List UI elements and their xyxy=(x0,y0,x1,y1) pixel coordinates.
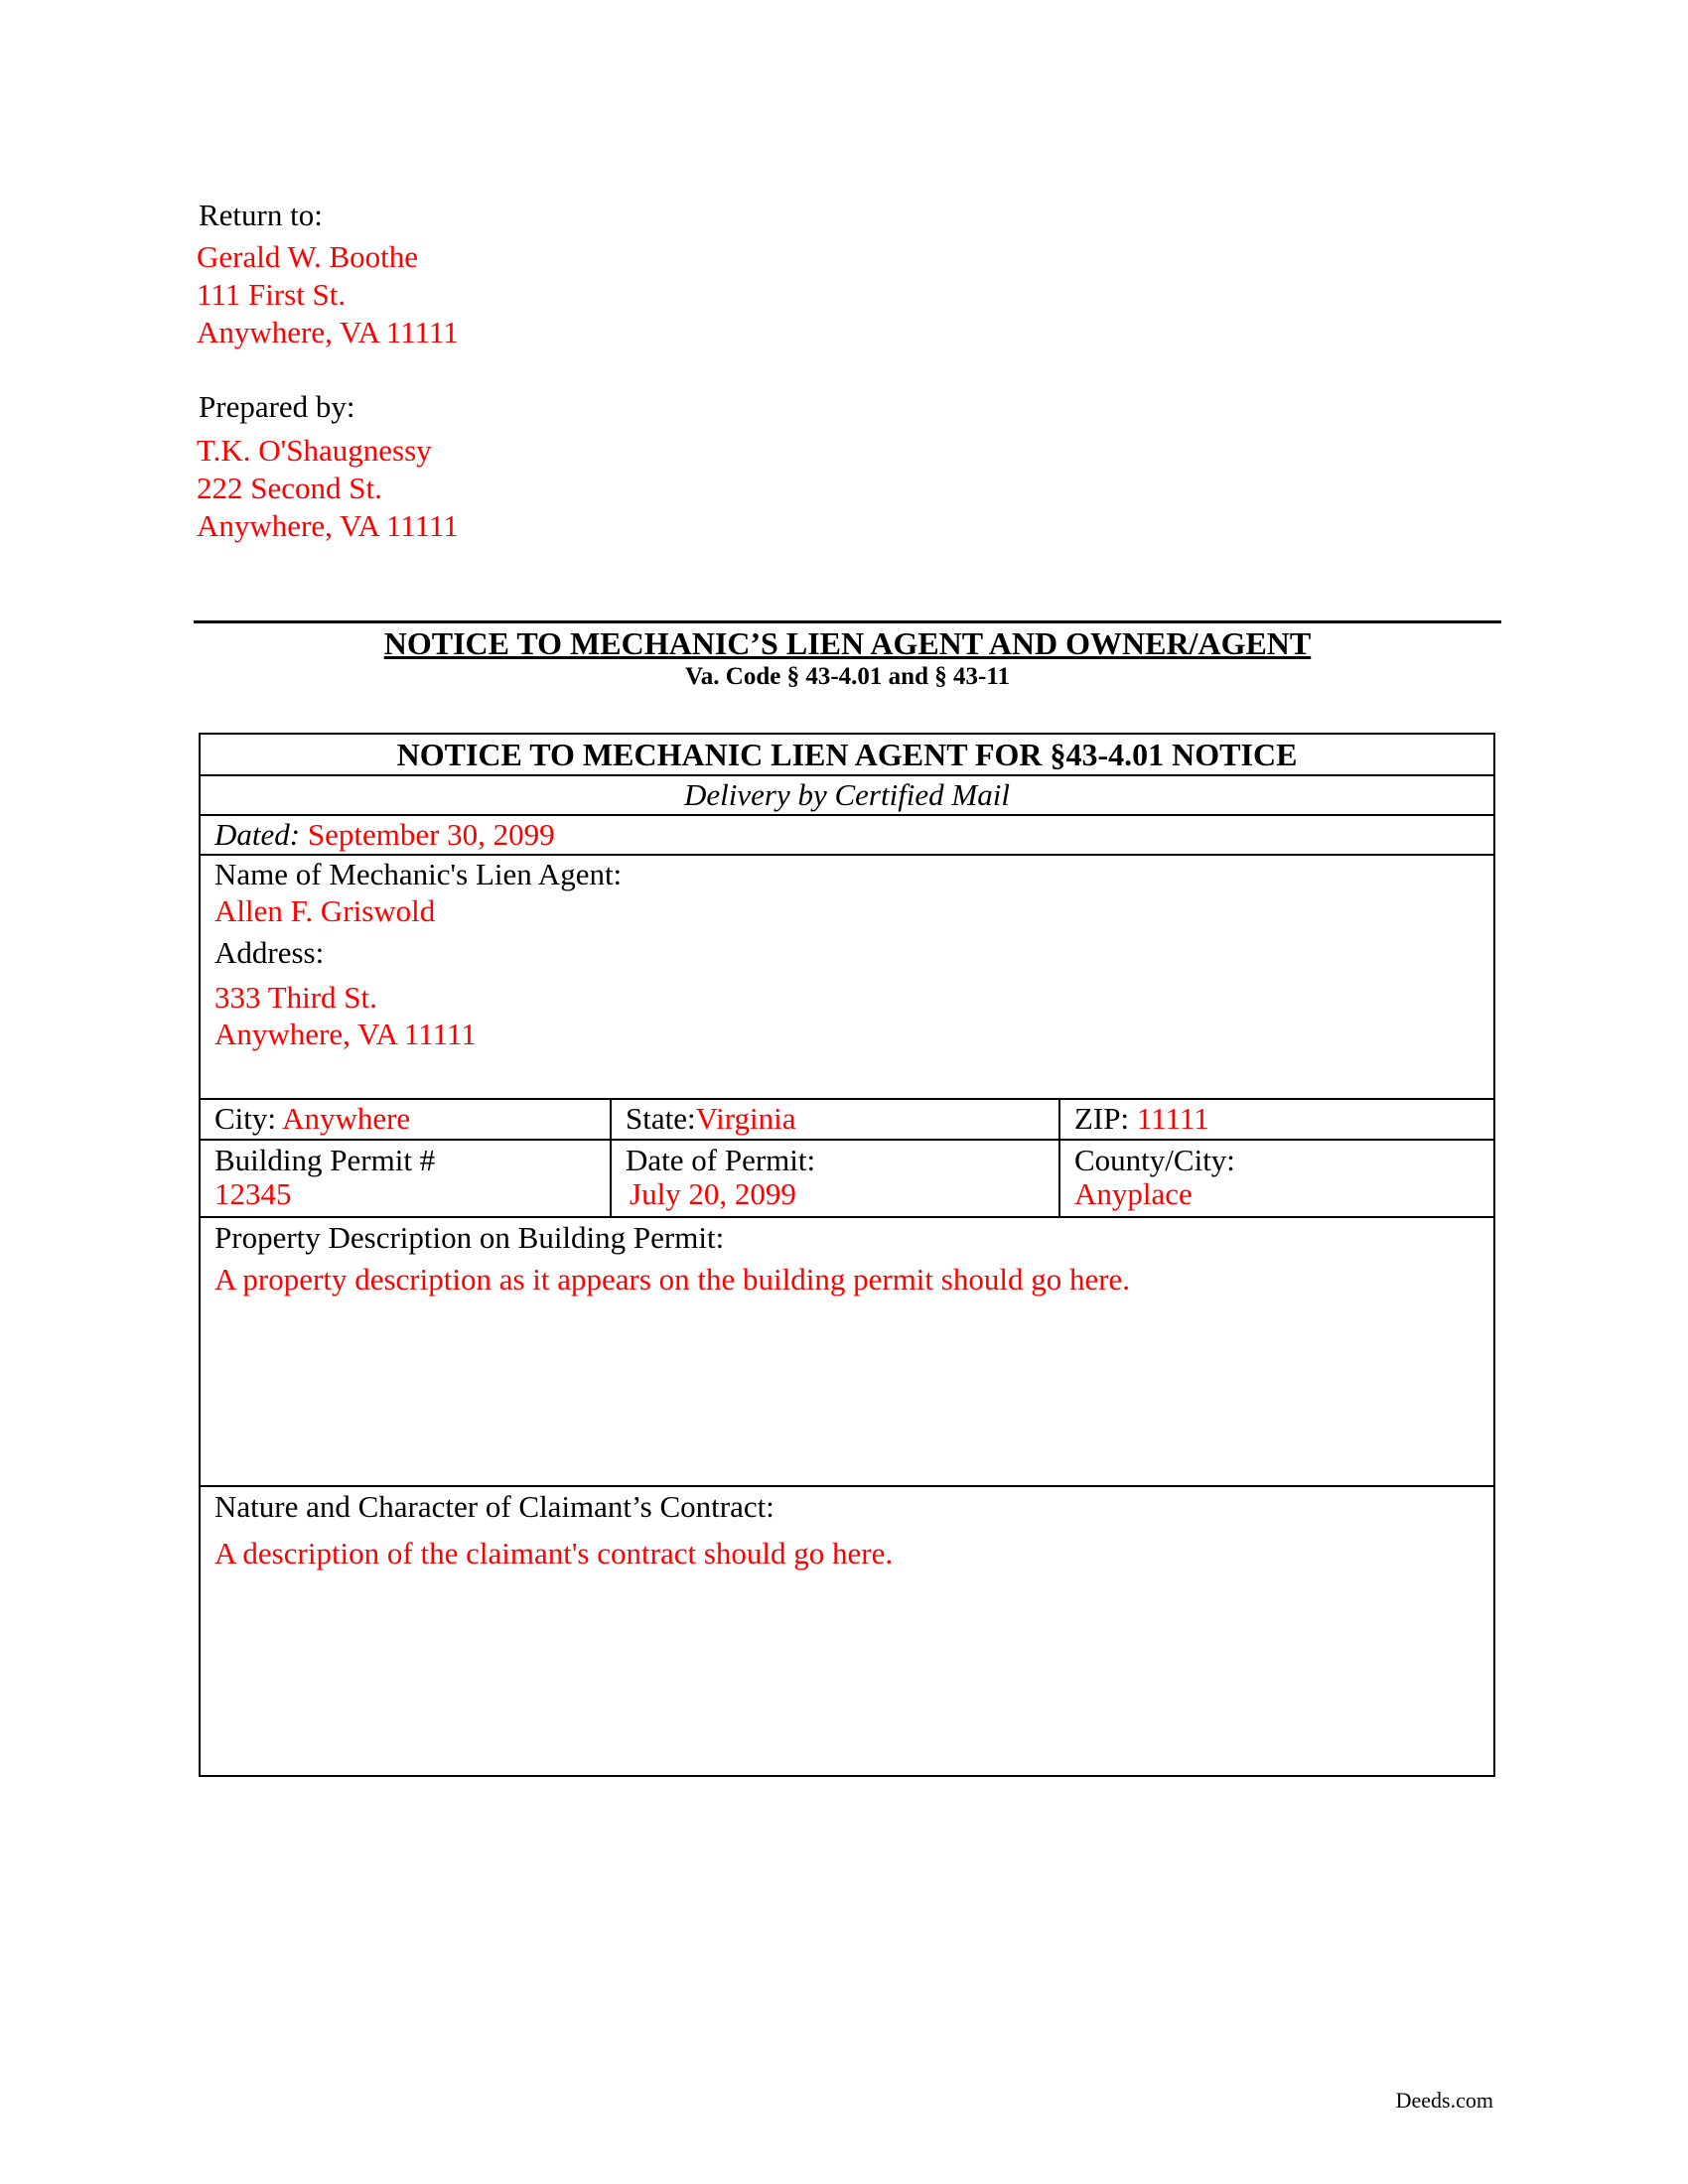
delivery-method: Delivery by Certified Mail xyxy=(201,776,1493,816)
permit-number-value: 12345 xyxy=(214,1176,292,1211)
city-cell xyxy=(201,1100,612,1139)
county-label: County/City: xyxy=(1074,1143,1235,1177)
permit-date-value: July 20, 2099 xyxy=(630,1176,796,1211)
city-state-zip-row xyxy=(201,1100,1493,1141)
document-title xyxy=(194,623,1501,663)
prepared-by-label: Prepared by: xyxy=(199,389,355,424)
address-street: 333 Third St. xyxy=(214,980,377,1015)
dated-row xyxy=(201,816,1493,856)
contract-value: A description of the claimant's contract should go here. xyxy=(214,1536,894,1570)
zip-label: ZIP: xyxy=(1074,1101,1130,1136)
city-value: Anywhere xyxy=(282,1101,411,1136)
return-to-city-state-zip: Anywhere, VA 11111 xyxy=(197,315,459,349)
prepared-by-street: 222 Second St. xyxy=(197,471,382,505)
contract-section xyxy=(201,1487,1493,1775)
permit-date-cell xyxy=(612,1141,1060,1216)
prepared-by-name: T.K. O'Shaugnessy xyxy=(197,433,432,468)
agent-name-value: Allen F. Griswold xyxy=(214,893,436,928)
lien-agent-section xyxy=(201,856,1493,1100)
permit-date-label: Date of Permit: xyxy=(626,1143,816,1177)
state-label: State: xyxy=(626,1101,696,1136)
zip-value: 11111 xyxy=(1136,1101,1209,1136)
agent-name-label: Name of Mechanic's Lien Agent: xyxy=(214,857,623,891)
prepared-by-city-state-zip: Anywhere, VA 11111 xyxy=(197,508,459,543)
document-title-text: NOTICE TO MECHANIC’S LIEN AGENT AND OWNER/AGENT xyxy=(383,625,1312,661)
permit-number-label: Building Permit # xyxy=(214,1143,436,1177)
zip-cell xyxy=(1060,1100,1493,1139)
county-value: Anyplace xyxy=(1074,1176,1193,1211)
dated-value: September 30, 2099 xyxy=(307,817,555,852)
dated-label: Dated: xyxy=(214,817,301,852)
property-description-section xyxy=(201,1218,1493,1487)
state-cell xyxy=(612,1100,1060,1139)
address-label: Address: xyxy=(214,935,325,970)
return-to-street: 111 First St. xyxy=(197,277,347,312)
form-header: NOTICE TO MECHANIC LIEN AGENT FOR §43-4.01 NOTICE xyxy=(201,735,1493,776)
document-subtitle: Va. Code § 43-4.01 and § 43-11 xyxy=(685,663,1010,690)
city-label: City: xyxy=(214,1101,277,1136)
address-city-state-zip: Anywhere, VA 11111 xyxy=(214,1017,477,1051)
return-to-name: Gerald W. Boothe xyxy=(197,239,418,274)
state-value: Virginia xyxy=(695,1101,796,1136)
footer-brand: Deeds.com xyxy=(1395,2088,1493,2113)
permit-row xyxy=(201,1141,1493,1218)
property-description-value: A property description as it appears on the building permit should go here. xyxy=(214,1262,1131,1297)
notice-form xyxy=(199,733,1495,1777)
return-to-block xyxy=(197,197,459,351)
return-to-label: Return to: xyxy=(199,198,323,232)
property-description-label: Property Description on Building Permit: xyxy=(214,1220,725,1255)
contract-label: Nature and Character of Claimant’s Contract: xyxy=(214,1489,774,1524)
county-cell xyxy=(1060,1141,1493,1216)
permit-number-cell xyxy=(201,1141,612,1216)
prepared-by-block xyxy=(197,388,459,545)
